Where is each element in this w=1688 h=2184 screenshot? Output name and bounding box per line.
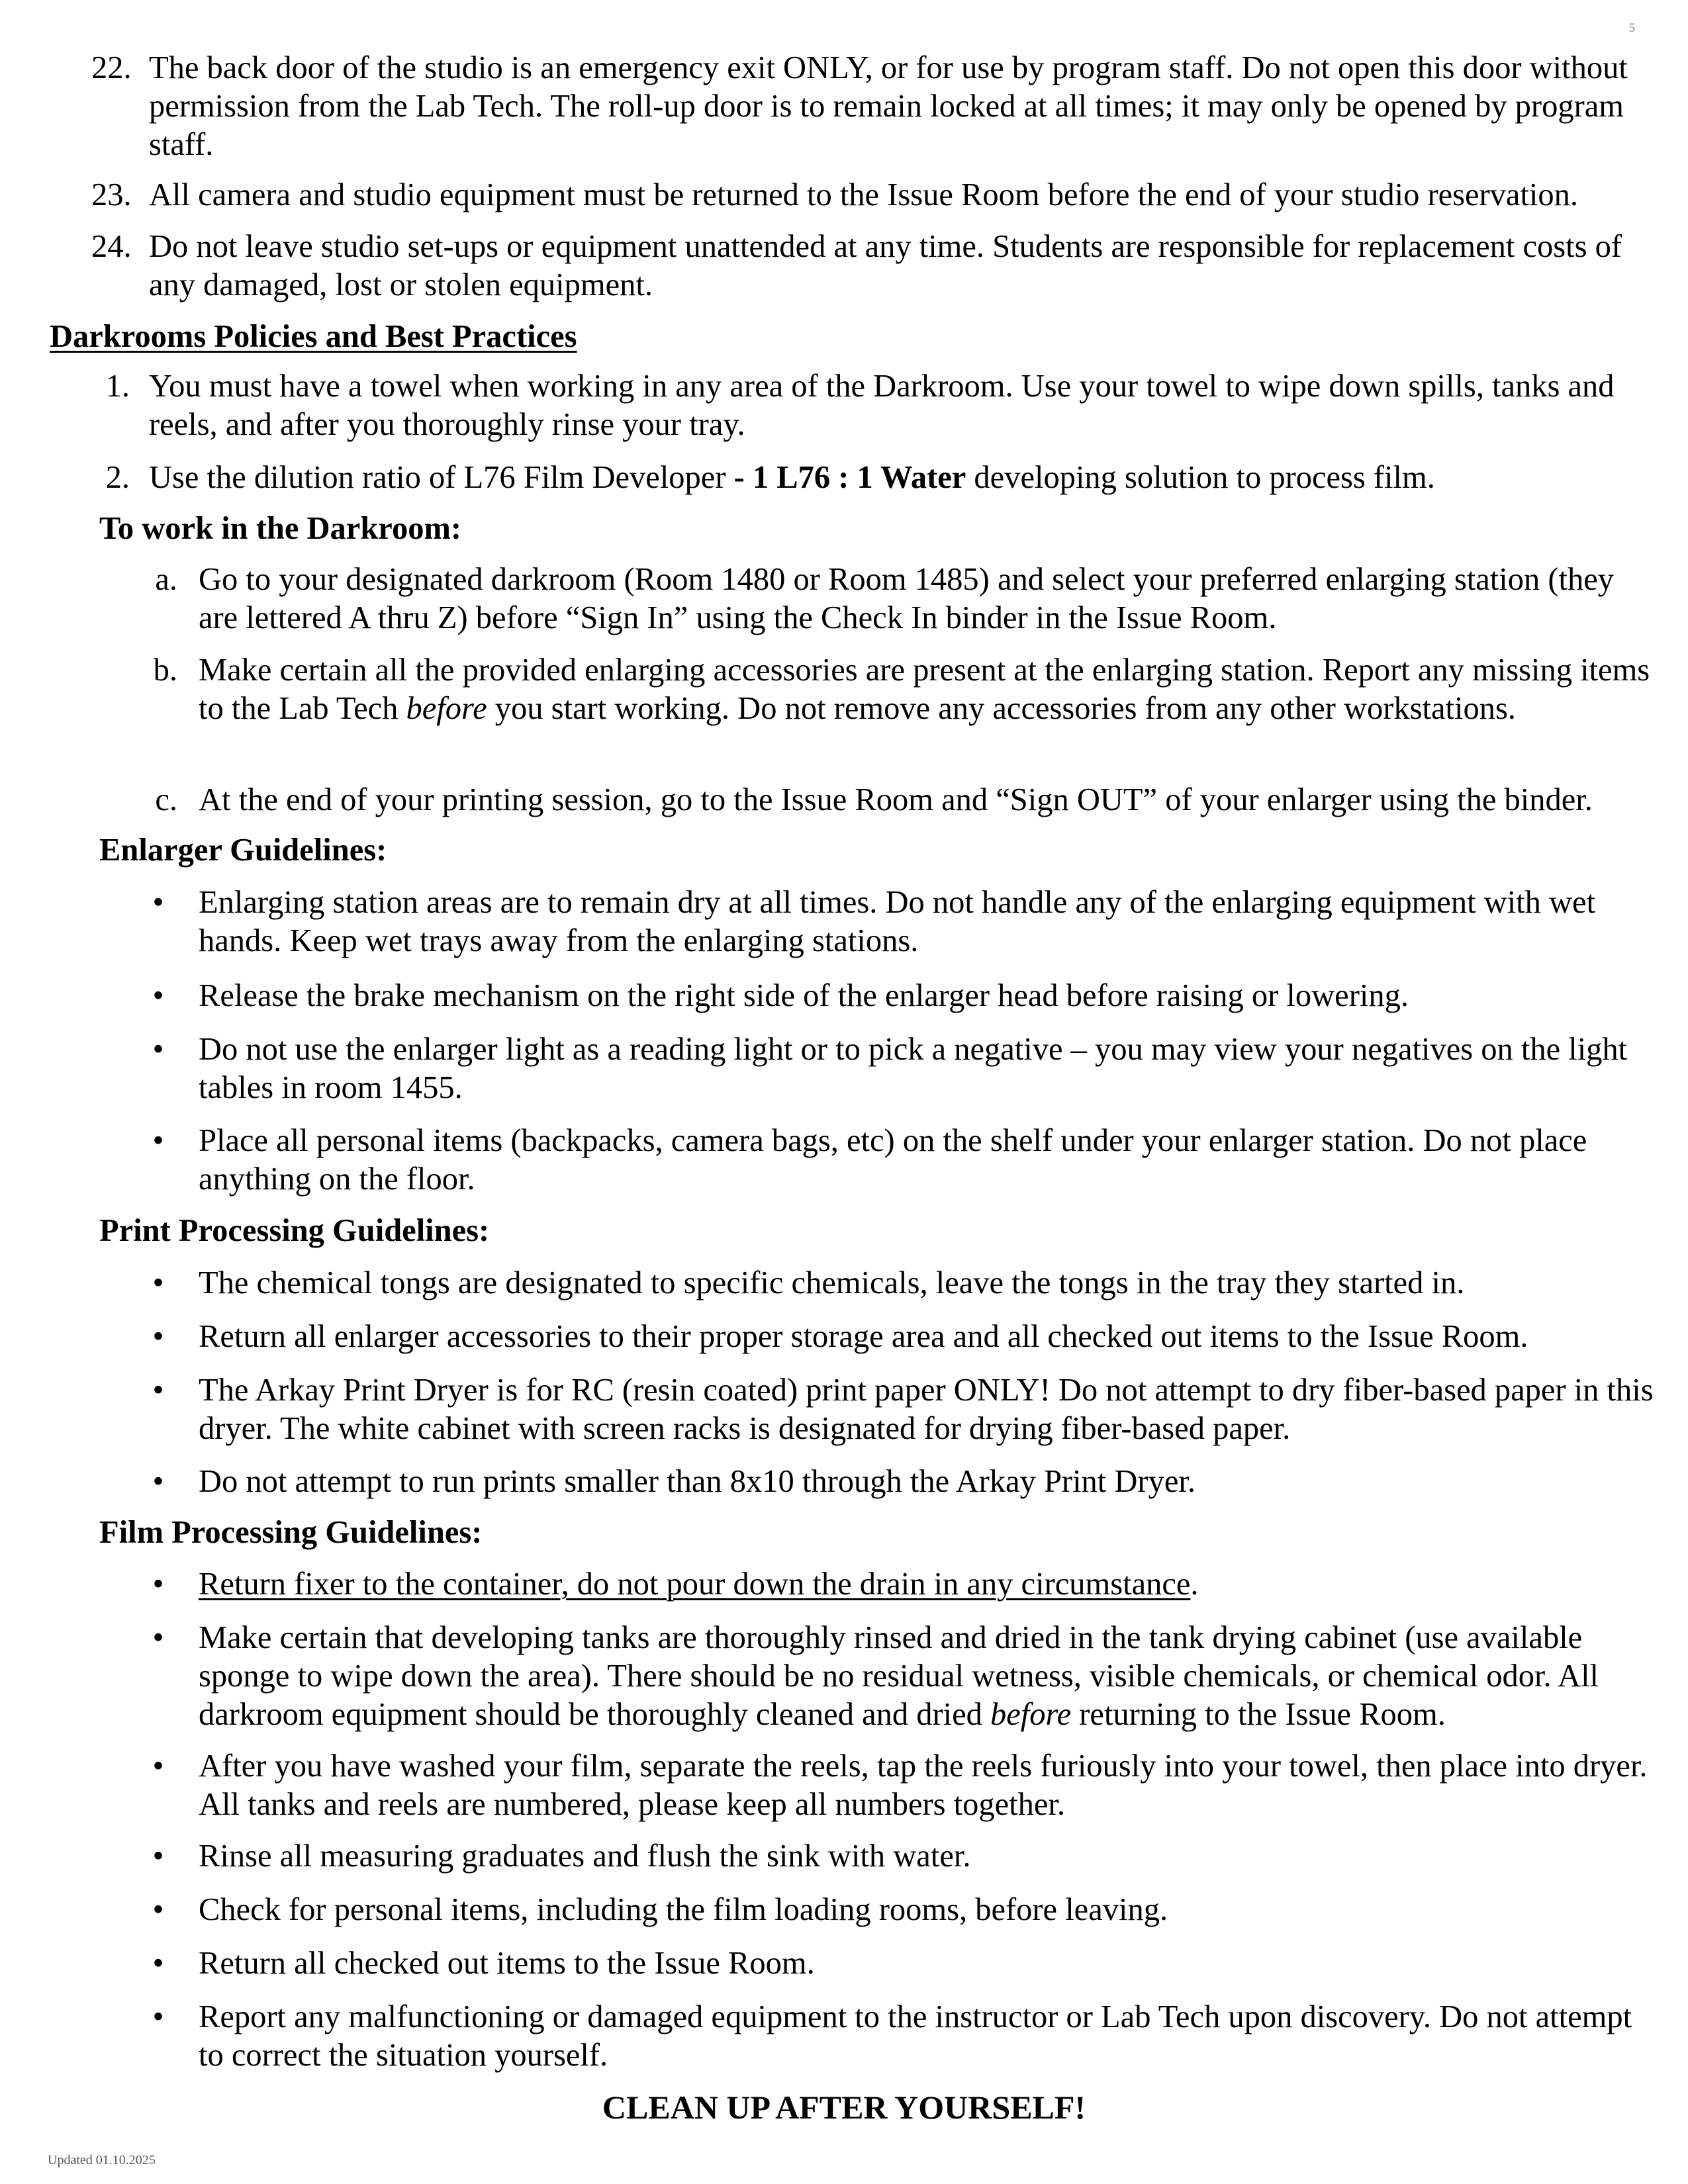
bullet: • [152,978,164,1013]
bullet: • [152,1839,164,1874]
item-number: 24. [91,229,132,264]
item-text: Rinse all measuring graduates and flush the sink with water. [199,1839,971,1874]
item-text: Make certain that developing tanks are thoroughly rinsed and dried in the tank drying cabinet (use available sponge to wipe down the area). There should be no residual wetness, visible chemicals, or chemical odor. All darkroom equipment should be thoroughly cleaned and dried before returning to the Issue Room. [199,1620,1599,1732]
item-text: Release the brake mechanism on the right side of the enlarger head before raising or lowering. [199,978,1409,1013]
closing-statement: CLEAN UP AFTER YOURSELF! [602,2089,1086,2126]
item-text: Do not attempt to run prints smaller than 8x10 through the Arkay Print Dryer. [199,1464,1196,1499]
item-letter: b. [153,653,177,688]
item-letter: a. [155,562,177,597]
item-text: Do not leave studio set-ups or equipment unattended at any time. Students are responsible for replacement costs of any damaged, lost or stolen equipment. [149,229,1622,302]
bullet: • [152,1123,164,1158]
item-text: The back door of the studio is an emergency exit ONLY, or for use by program staff. Do not open this door without permission from the Lab Tech. The roll-up door is to remain locked at all times; it may only be opened by program staff. [149,50,1628,162]
item-number: 1. [105,369,130,404]
item-number: 23. [91,177,132,212]
page-number: 5 [1628,21,1635,35]
bullet: • [152,885,164,920]
bullet: • [152,1373,164,1408]
item-text: Check for personal items, including the film loading rooms, before leaving. [199,1892,1168,1927]
item-text: At the end of your printing session, go to the Issue Room and “Sign OUT” of your enlarger using the binder. [199,782,1593,817]
bullet: • [152,1464,164,1499]
bullet: • [152,1265,164,1300]
item-text: Return fixer to the container, do not pour down the drain in any circumstance. [199,1567,1199,1602]
subsection-heading: Enlarger Guidelines: [99,833,387,868]
item-text: After you have washed your film, separate the reels, tap the reels furiously into your towel, then place into dryer. All tanks and reels are numbered, please keep all numbers together. [199,1749,1648,1822]
bullet: • [152,1892,164,1927]
item-text: The Arkay Print Dryer is for RC (resin coated) print paper ONLY! Do not attempt to dry fiber-based paper in this dryer. The white cabinet with screen racks is designated for drying fiber-based paper. [199,1373,1654,1446]
section-heading: Darkrooms Policies and Best Practices [50,319,577,354]
subsection-heading: To work in the Darkroom: [99,511,461,546]
item-number: 2. [105,460,130,495]
bullet: • [152,1946,164,1981]
item-text: Enlarging station areas are to remain dry at all times. Do not handle any of the enlarging equipment with wet hands. Keep wet trays away from the enlarging stations. [199,885,1596,958]
item-text: Place all personal items (backpacks, camera bags, etc) on the shelf under your enlarger station. Do not place anything on the floor. [199,1123,1587,1197]
dilution-ratio: - 1 L76 : 1 Water [733,460,966,495]
bullet: • [152,1999,164,2034]
item-text: You must have a towel when working in any area of the Darkroom. Use your towel to wipe down spills, tanks and reels, and after you thoroughly rinse your tray. [149,369,1615,442]
bullet: • [152,1032,164,1067]
item-text: All camera and studio equipment must be returned to the Issue Room before the end of your studio reservation. [149,177,1579,212]
item-text: Do not use the enlarger light as a reading light or to pick a negative – you may view your negatives on the light tables in room 1455. [199,1032,1628,1105]
footer-updated-date: Updated 01.10.2025 [48,2153,156,2167]
bullet: • [152,1567,164,1602]
item-text: The chemical tongs are designated to specific chemicals, leave the tongs in the tray they started in. [199,1265,1465,1300]
item-text: Use the dilution ratio of L76 Film Developer - 1 L76 : 1 Water developing solution to process film. [149,460,1435,495]
item-text: Return all enlarger accessories to their proper storage area and all checked out items to the Issue Room. [199,1319,1528,1354]
item-letter: c. [155,782,177,817]
item-number: 22. [91,50,132,85]
item-text: Report any malfunctioning or damaged equipment to the instructor or Lab Tech upon discovery. Do not attempt to correct the situation yourself. [199,1999,1632,2073]
bullet: • [152,1749,164,1784]
subsection-heading: Print Processing Guidelines: [99,1213,490,1248]
item-text: Make certain all the provided enlarging accessories are present at the enlarging station. Report any missing items to the Lab Tech before you start working. Do not remove any accessories from any other workstations. [199,653,1650,726]
subsection-heading: Film Processing Guidelines: [99,1515,483,1550]
bullet: • [152,1319,164,1354]
bullet: • [152,1620,164,1655]
item-text: Go to your designated darkroom (Room 1480 or Room 1485) and select your preferred enlarging station (they are lettered A thru Z) before “Sign In” using the Check In binder in the Issue Room. [199,562,1614,635]
item-text: Return all checked out items to the Issue Room. [199,1946,815,1981]
